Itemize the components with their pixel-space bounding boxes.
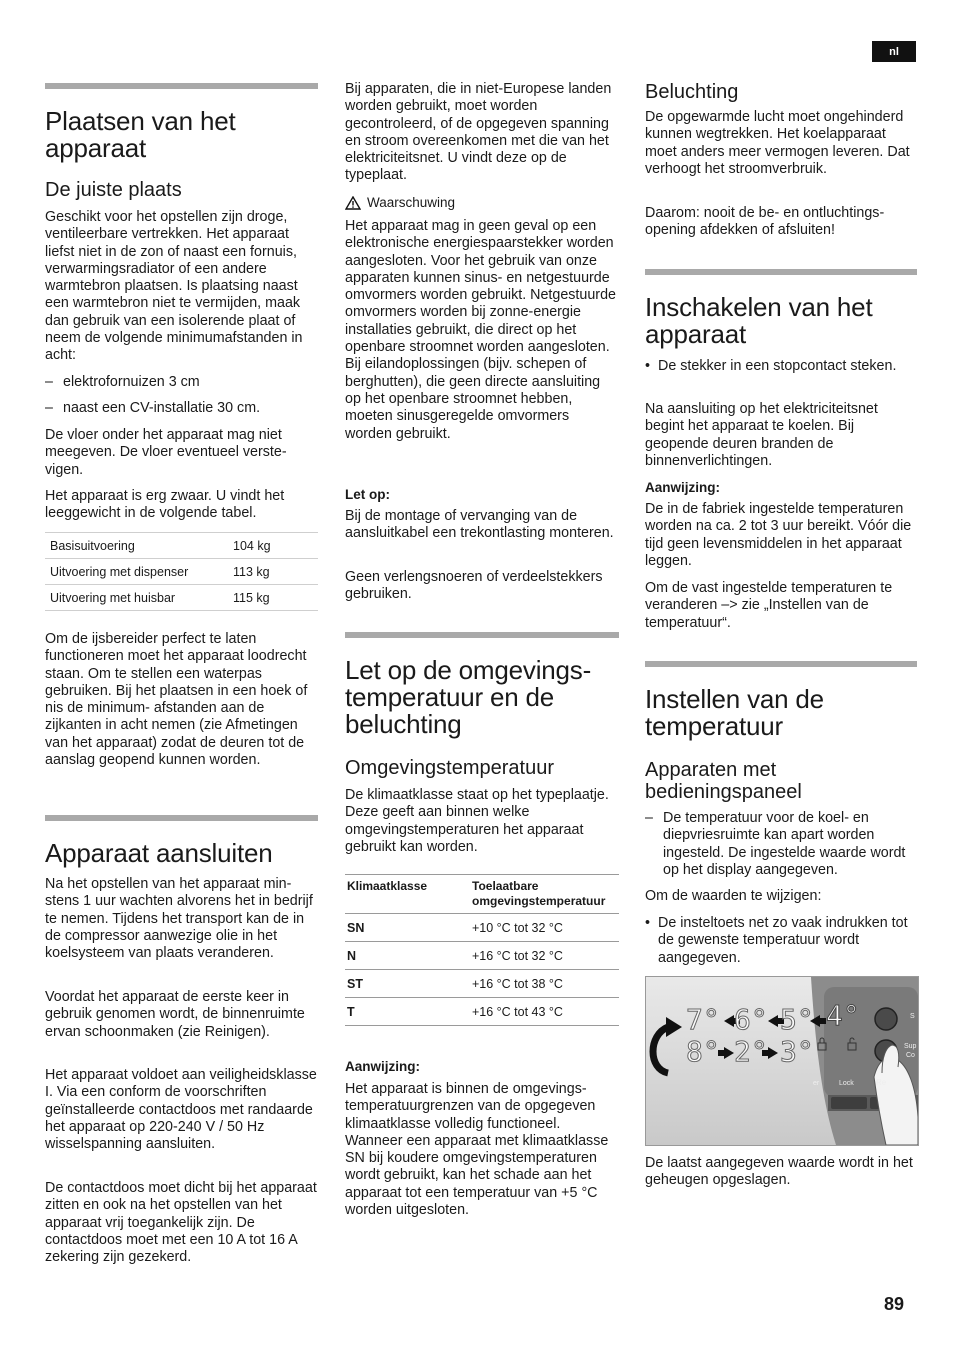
section-rule (345, 632, 619, 638)
warning-triangle-icon (345, 196, 361, 210)
section-rule (645, 661, 917, 667)
paragraph: De in de fabriek ingestelde temperaturen worden na ca. 2 tot 3 uur bereikt. Vóór die tijd geen levensmiddelen in het apparaat leggen. (645, 501, 912, 569)
paragraph: Het apparaat is erg zwaar. U vindt het leeggewicht in de volgende tabel. (45, 488, 285, 522)
paragraph: Het apparaat is binnen de omgevingstemperatuurgrenzen van de opgegeven klimaatklasse volledig functioneel. Wanneer een apparaat met klimaatklasse SN bij koudere omgevingstemperaturen wordt gebruikt, kan het schade aan het apparaat tot een temperatuur van +5 °C worden uitgesloten. (345, 1081, 609, 1219)
table-row: Uitvoering met huisbar 115 kg (45, 585, 318, 611)
table-row: N +16 °C tot 32 °C (345, 942, 619, 970)
heading-placing: Plaatsen van het apparaat (45, 106, 236, 163)
paragraph: Bij de montage of vervanging van de aansluitkabel een trekontlasting monteren. (345, 508, 614, 542)
section-rule (45, 815, 318, 821)
section-rule (645, 269, 917, 275)
paragraph: Bij apparaten, die in niet-Europese landen worden gebruikt, moet worden gecontroleerd, of de opgegeven spanning en stroom overeenkomen met die van het elektriciteitsnet. U vindt deze op de typeplaat. (345, 81, 612, 184)
lcd-digit: 8° (686, 1035, 720, 1068)
paragraph: Voordat het apparaat de eerste keer in gebruik genomen wordt, de binnenruimte ervan schoonmaken (zie Reinigen). (45, 989, 305, 1040)
lcd-digit: 4° (826, 999, 860, 1032)
paragraph: Geen verlengsnoeren of verdeelstekkers gebruiken. (345, 569, 603, 603)
section-rule (45, 83, 318, 89)
warning-heading: Waarschuwing (345, 195, 455, 210)
page-number: 89 (884, 1294, 905, 1314)
lcd-digit: 2° (734, 1035, 768, 1068)
heading-switch-on: Inschakelen van het apparaat (645, 292, 873, 349)
paragraph: De klimaatklasse staat op het typeplaatje. Deze geeft aan binnen welke omgevingstemperaturen het apparaat gebruikt kan worden. (345, 787, 609, 855)
panel-label-side: S (910, 1013, 915, 1020)
list-item: – De temperatuur voor de koel- en diepvriesruimte kan apart worden ingesteld. De ingestelde waarde wordt op het display aangegeven. (645, 810, 906, 878)
panel-frame (645, 976, 919, 1146)
paragraph: Daarom: nooit de be- en ontluchtingsopening afdekken of afsluiten! (645, 205, 885, 239)
lcd-digit: 7° (686, 1003, 720, 1036)
panel-label-er: er (813, 1080, 820, 1087)
list-item: – naast een CV-installatie 30 cm. (45, 400, 261, 416)
heading-connect: Apparaat aansluiten (45, 838, 273, 868)
paragraph: De laatst aangegeven waarde wordt in het geheugen opgeslagen. (645, 1155, 913, 1189)
table-row: ST +16 °C tot 38 °C (345, 970, 619, 998)
panel-label-re: Re (876, 1078, 887, 1087)
paragraph: Na het opstellen van het apparaat minstens 1 uur wachten alvorens het in bedrijf te nemen. Tijdens het transport kan de in de compressor aanwezige olie in het koelsysteem van plaats veranderen. (45, 876, 313, 962)
weight-table (45, 532, 318, 611)
panel-label-side: Sup (904, 1043, 917, 1050)
heading-ambient: Let op de omgevingstemperatuur en de beluchting (345, 655, 592, 739)
subheading-panel: Apparaten met bedieningspaneel (645, 759, 802, 803)
lcd-digit: 5° (780, 1003, 814, 1036)
subheading-ambient: Omgevingstemperatuur (345, 757, 554, 779)
subheading-right-place: De juiste plaats (45, 179, 182, 201)
control-panel-illustration (645, 976, 917, 1144)
panel-label-lock: Lock (839, 1080, 854, 1087)
paragraph: Om de vast ingestelde temperaturen te veranderen –> zie „Instellen van de temperatuur“. (645, 580, 893, 631)
heading-temperature: Instellen van de temperatuur (645, 684, 824, 741)
note-label: Aanwijzing: (345, 1059, 420, 1074)
lcd-digit: 3° (780, 1035, 814, 1068)
climate-table (345, 874, 619, 1026)
note-label: Aanwijzing: (645, 480, 720, 495)
lcd-digit: 6° (734, 1003, 768, 1036)
table-row: Uitvoering met dispenser 113 kg (45, 559, 318, 585)
table-row: Basisuitvoering 104 kg (45, 533, 318, 559)
table-row: SN +10 °C tot 32 °C (345, 914, 619, 942)
note-label: Let op: (345, 487, 390, 502)
paragraph: Het apparaat voldoet aan veiligheidsklasse I. Via een conform de voorschriften geïnstalleerde contactdoos met randaarde het apparaat op 220-240 V / 50 Hz wisselspanning aansluiten. (45, 1067, 317, 1153)
paragraph: Het apparaat mag in geen geval op een elektronische energiespaarstekker worden aangesloten. Voor het gebruik van onze apparaten kunnen sinus- en netgestuurde omvormers worden gebruikt. Netgestuurde omvormers worden bij zonne-energie installaties gebruikt, die direct op het openbare stroomnet worden aangesloten. Bij eilandoplossingen (bijv. schepen of berghutten), die geen directe aansluiting op het openbare stroomnet hebben, moeten sinusgeregelde omvormers worden gebruikt. (345, 218, 616, 442)
table-row: T +16 °C tot 43 °C (345, 998, 619, 1026)
list-item: • De insteltoets net zo vaak indrukken tot de gewenste temperatuur wordt aangegeven. (645, 915, 908, 966)
paragraph: Na aansluiting op het elektriciteitsnet begint het apparaat te koelen. Bij geopende deuren branden de binnenverlichtingen. (645, 401, 878, 469)
list-item: • De stekker in een stopcontact steken. (645, 358, 897, 374)
paragraph: De vloer onder het apparaat mag niet meegeven. De vloer eventueel verstevigen. (45, 427, 287, 478)
panel-label-side: Co (906, 1052, 915, 1059)
list-item: – elektrofornuizen 3 cm (45, 374, 200, 390)
paragraph: Om de waarden te wijzigen: (645, 888, 822, 904)
paragraph: De contactdoos moet dicht bij het apparaat zitten en ook na het opstellen van het apparaat vrij toegankelijk zijn. De contactdoos moet met een 10 A tot 16 A zekering zijn gezekerd. (45, 1180, 317, 1266)
paragraph: De opgewarmde lucht moet ongehinderd kunnen wegtrekken. Het koelapparaat moet anders meer vermogen leveren. Dat verhoogt het stroomverbruik. (645, 109, 910, 177)
subheading-ventilation: Beluchting (645, 81, 739, 103)
paragraph: Geschikt voor het opstellen zijn droge, ventileerbare vertrekken. Het apparaat liefst niet in de zon of naast een fornuis, verwarmingsradiator of een andere warmtebron plaatsen. Is plaatsing naast een warmtebron niet te vermijden, maak dan gebruik van een isolerende plaat of neem de volgende minimumafstanden in acht: (45, 209, 303, 364)
language-badge: nl (872, 41, 916, 62)
paragraph: Om de ijsbereider perfect te laten functioneren moet het apparaat loodrecht staan. Om te stellen een waterpas gebruiken. Bij het plaatsen in een hoek of nis de minimum- afstanden aan de zijkanten in acht nemen (zie Afmetingen van het apparaat) zodat de deuren tot de aanslag geopend kunnen worden. (45, 631, 308, 769)
table-header-row: Klimaatklasse Toelaatbare omgevingstemperatuur (345, 875, 619, 914)
